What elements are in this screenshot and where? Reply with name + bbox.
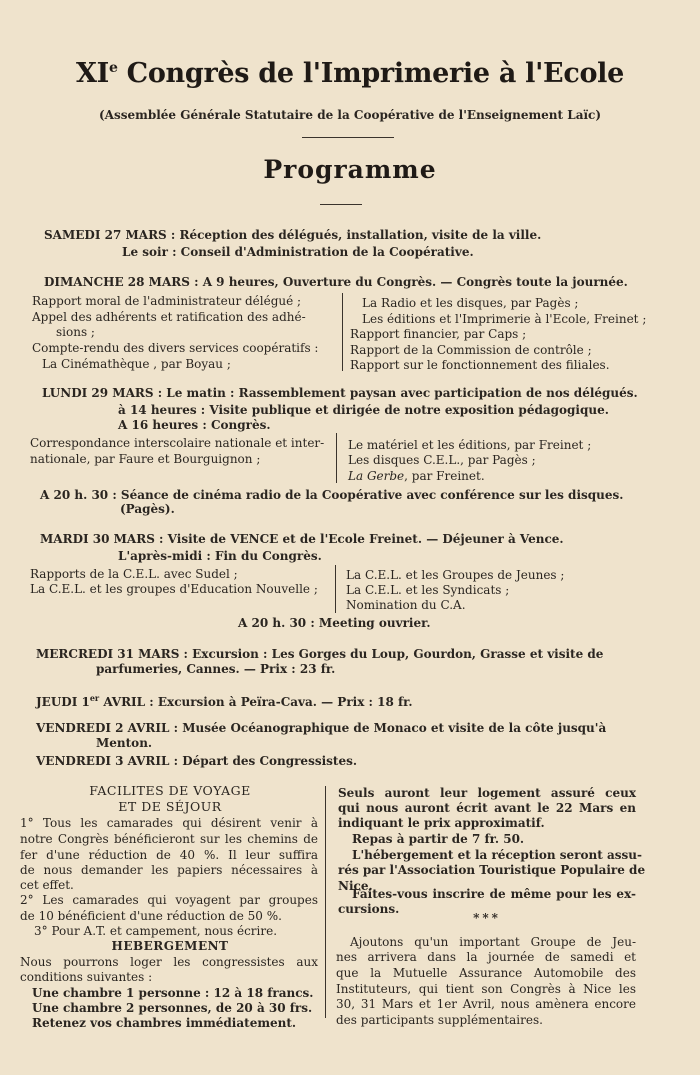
column-divider	[325, 786, 326, 1018]
hebergement-heading: HEBERGEMENT	[111, 939, 229, 953]
lundi-line: LUNDI 29 MARS : Le matin : Rassemblement paysan avec participation de nos délégués.	[42, 386, 638, 400]
mercredi-line: MERCREDI 31 MARS : Excursion : Les Gorges du Loup, Gourdon, Grasse et visite de	[36, 647, 604, 661]
mardi-right-item: La C.E.L. et les Syndicats ;	[346, 583, 510, 597]
facilites-text: notre Congrès bénéficieront sur les chemins de	[20, 832, 318, 846]
facilites-text: 2° Les camarades qui voyagent par groupes	[20, 893, 318, 907]
right-col-text: rés par l'Association Touristique Populaire de	[338, 863, 646, 877]
right-col-text: Repas à partir de 7 fr. 50.	[352, 832, 525, 846]
lundi-afternoon-line: à 14 heures : Visite publique et dirigée de notre exposition pédagogique.	[118, 403, 609, 417]
samedi-line: SAMEDI 27 MARS : Réception des délégués, installation, visite de la ville.	[44, 228, 542, 242]
hebergement-text: Nous pourrons loger les congressistes aux	[20, 955, 318, 969]
mercredi-line2: parfumeries, Cannes. — Prix : 23 fr.	[96, 662, 336, 676]
mardi-afternoon-line: L'après-midi : Fin du Congrès.	[118, 549, 322, 563]
lundi-right-item: Le matériel et les éditions, par Freinet ;	[348, 438, 592, 452]
document-title: XIe Congrès de l'Imprimerie à l'Ecole	[75, 58, 625, 89]
dimanche-right-item: Les éditions et l'Imprimerie à l'Ecole, Freinet ;	[362, 312, 647, 326]
right-col-text: nes arrivera dans la journée de samedi et	[336, 950, 636, 964]
dimanche-left-item: Compte-rendu des divers services coopératifs :	[32, 341, 319, 355]
right-col-text: Ajoutons qu'un important Groupe de Jeu-	[350, 935, 636, 949]
hebergement-rate: Une chambre 2 personnes, de 20 à 30 frs.	[32, 1001, 313, 1015]
right-col-text: Faites-vous inscrire de même pour les ex-	[352, 887, 636, 901]
divider	[302, 137, 394, 138]
lundi-evening-line: A 20 h. 30 : Séance de cinéma radio de la Coopérative avec conférence sur les disques.	[40, 488, 624, 502]
samedi-evening-line: Le soir : Conseil d'Administration de la Coopérative.	[122, 245, 474, 259]
right-col-text: Nice.	[338, 879, 373, 893]
dimanche-left-item: Rapport moral de l'administrateur délégué ;	[32, 294, 302, 308]
vendredi2-line2: Menton.	[96, 736, 153, 750]
facilites-text: 1° Tous les camarades qui désirent venir à	[20, 816, 318, 830]
section-stars: ***	[473, 911, 501, 925]
right-col-text: L'hébergement et la réception seront assu-	[352, 848, 642, 862]
right-col-text: des participants supplémentaires.	[336, 1013, 543, 1027]
right-col-text: Seuls auront leur logement assuré ceux	[338, 786, 636, 800]
right-col-text: cursions.	[338, 902, 400, 916]
lundi-left-item: nationale, par Faure et Bourguignon ;	[30, 452, 261, 466]
right-col-text: que la Mutuelle Assurance Automobile des	[336, 966, 636, 980]
mardi-evening-line: A 20 h. 30 : Meeting ouvrier.	[238, 616, 431, 630]
facilites-text: de 10 bénéficient d'une réduction de 50 %.	[20, 909, 282, 923]
facilites-text: 3° Pour A.T. et campement, nous écrire.	[34, 924, 278, 938]
lundi-left-item: Correspondance interscolaire nationale et inter-	[30, 436, 325, 450]
facilites-text: fer d'une réduction de 40 %. Il leur suffira	[20, 848, 318, 862]
right-col-text: qui nous auront écrit avant le 22 Mars en	[338, 801, 636, 815]
dimanche-right-item: Rapport de la Commission de contrôle ;	[350, 343, 592, 357]
lundi-right-item: La Gerbe, par Freinet.	[348, 469, 485, 483]
dimanche-left-item: La Cinémathèque , par Boyau ;	[42, 357, 231, 371]
mardi-left-item: Rapports de la C.E.L. avec Sudel ;	[30, 567, 238, 581]
vendredi3-line: VENDREDI 3 AVRIL : Départ des Congressistes.	[36, 754, 358, 768]
jeudi-line: JEUDI 1er AVRIL : Excursion à Peïra-Cava. — Prix : 18 fr.	[36, 693, 413, 709]
document-subtitle: (Assemblée Générale Statutaire de la Coopérative de l'Enseignement Laïc)	[98, 108, 602, 122]
programme-heading: Programme	[263, 155, 437, 184]
hebergement-rate: Une chambre 1 personne : 12 à 18 francs.	[32, 986, 314, 1000]
lundi-right-item: Les disques C.E.L., par Pagès ;	[348, 453, 536, 467]
mardi-left-item: La C.E.L. et les groupes d'Education Nouvelle ;	[30, 582, 318, 596]
facilites-heading-2: ET DE SÉJOUR	[118, 799, 222, 814]
right-col-text: 30, 31 Mars et 1er Avril, nous amènera encore	[336, 997, 636, 1011]
column-divider	[335, 565, 336, 613]
right-col-text: indiquant le prix approximatif.	[338, 816, 545, 830]
dimanche-right-item: Rapport financier, par Caps ;	[350, 327, 527, 341]
facilites-text: cet effet.	[20, 878, 74, 892]
column-divider	[342, 293, 343, 371]
dimanche-right-item: Rapport sur le fonctionnement des filiales.	[350, 358, 610, 372]
vendredi2-line: VENDREDI 2 AVRIL : Musée Océanographique de Monaco et visite de la côte jusqu'à	[36, 721, 607, 735]
dimanche-left-item: Appel des adhérents et ratification des adhé-	[32, 310, 306, 324]
mardi-right-item: La C.E.L. et les Groupes de Jeunes ;	[346, 568, 565, 582]
facilites-heading: FACILITES DE VOYAGE	[89, 783, 251, 798]
facilites-text: de nous demander les papiers nécessaires à	[20, 863, 318, 877]
mardi-right-item: Nomination du C.A.	[346, 598, 466, 612]
dimanche-line: DIMANCHE 28 MARS : A 9 heures, Ouverture du Congrès. — Congrès toute la journée.	[44, 275, 628, 289]
dimanche-left-item: sions ;	[56, 325, 95, 339]
right-col-text: Instituteurs, qui tient son Congrès à Nice les	[336, 982, 636, 996]
dimanche-right-item: La Radio et les disques, par Pagès ;	[362, 296, 579, 310]
hebergement-rate: Retenez vos chambres immédiatement.	[32, 1016, 297, 1030]
lundi-evening-line2: (Pagès).	[120, 502, 175, 516]
lundi-congres-line: A 16 heures : Congrès.	[118, 418, 271, 432]
hebergement-text: conditions suivantes :	[20, 970, 153, 984]
divider	[320, 204, 362, 205]
column-divider	[336, 433, 337, 483]
mardi-line: MARDI 30 MARS : Visite de VENCE et de l'Ecole Freinet. — Déjeuner à Vence.	[40, 532, 564, 546]
